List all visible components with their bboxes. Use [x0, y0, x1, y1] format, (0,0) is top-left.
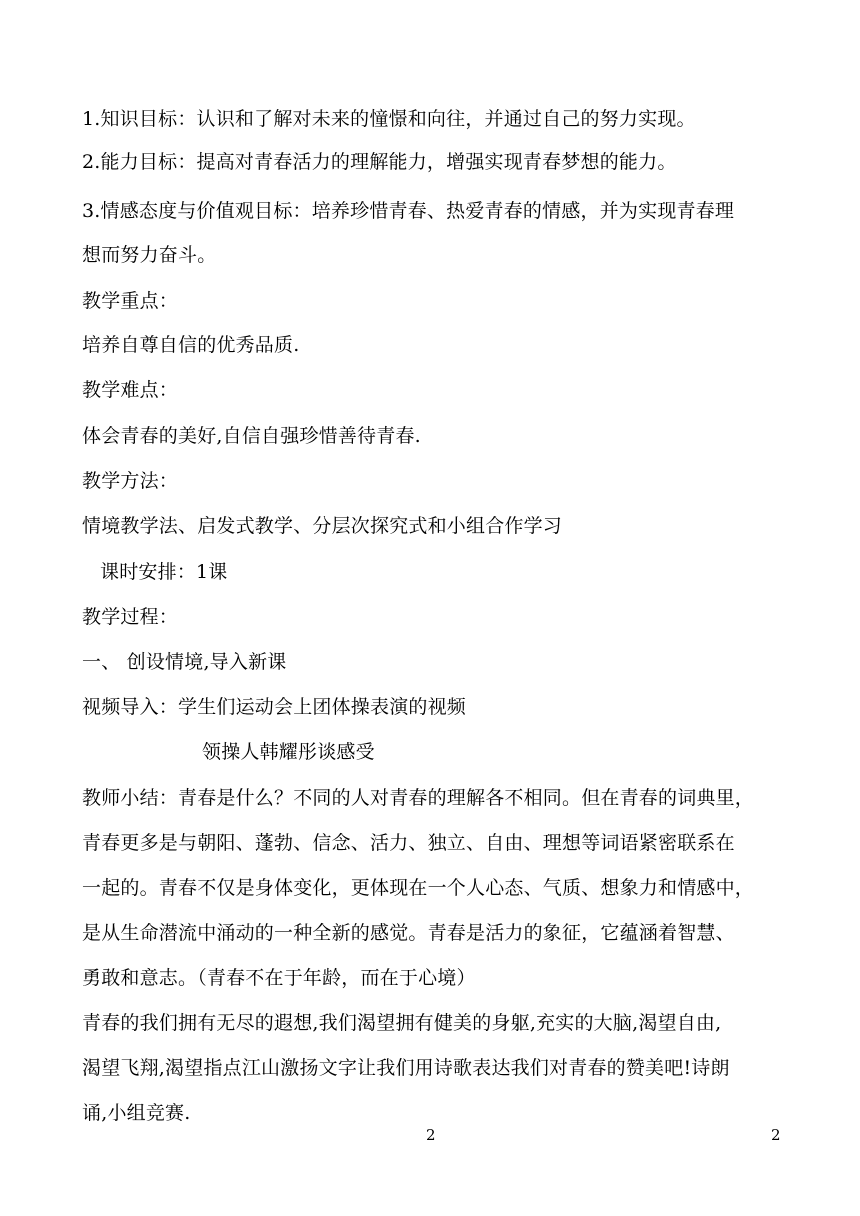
objective-ability: 2.能力目标：提高对青春活力的理解能力，增强实现青春梦想的能力。: [82, 151, 677, 173]
section-one-title: 一、 创设情境,导入新课: [82, 651, 287, 673]
methods-text: 情境教学法、启发式教学、分层次探究式和小组合作学习: [82, 515, 563, 537]
heading-key-points: 教学重点：: [82, 290, 179, 312]
heading-methods: 教学方法：: [82, 470, 179, 492]
page-number-center: 2: [426, 1126, 436, 1144]
video-intro: 视频导入：学生们运动会上团体操表演的视频: [82, 696, 467, 718]
objective-emotion-cont: 想而努力奋斗。: [82, 244, 217, 266]
teacher-summary-4: 是从生命潜流中涌动的一种全新的感觉。青春是活力的象征，它蕴涵着智慧、: [82, 922, 735, 944]
heading-process: 教学过程：: [82, 606, 179, 628]
teacher-summary-2: 青春更多是与朝阳、蓬勃、信念、活力、独立、自由、理想等词语紧密联系在: [82, 832, 735, 854]
objective-knowledge: 1.知识目标：认识和了解对未来的憧憬和向往，并通过自己的努力实现。: [82, 108, 696, 130]
youth-paragraph-2: 渴望飞翔,渴望指点江山激扬文字让我们用诗歌表达我们对青春的赞美吧!诗朗: [82, 1057, 730, 1079]
key-points-text: 培养自尊自信的优秀品质.: [82, 334, 300, 356]
teacher-summary-3: 一起的。青春不仅是身体变化，更体现在一个人心态、气质、想象力和情感中，: [82, 877, 755, 899]
youth-paragraph-3: 诵,小组竞赛.: [82, 1102, 191, 1124]
page-number-right: 2: [771, 1126, 781, 1144]
teacher-summary-1: 教师小结：青春是什么？不同的人对青春的理解各不相同。但在青春的词典里，: [82, 787, 755, 809]
difficulties-text: 体会青春的美好,自信自强珍惜善待青春.: [82, 425, 421, 447]
heading-difficulties: 教学难点：: [82, 379, 179, 401]
leader-feelings: 领操人韩耀彤谈感受: [202, 741, 375, 763]
youth-paragraph-1: 青春的我们拥有无尽的遐想,我们渴望拥有健美的身躯,充实的大脑,渴望自由,: [82, 1012, 722, 1034]
objective-emotion: 3.情感态度与价值观目标：培养珍惜青春、热爱青春的情感，并为实现青春理: [82, 200, 735, 222]
schedule-text: 课时安排：1课: [100, 561, 228, 583]
teacher-summary-5: 勇敢和意志。（青春不在于年龄，而在于心境）: [82, 967, 476, 989]
